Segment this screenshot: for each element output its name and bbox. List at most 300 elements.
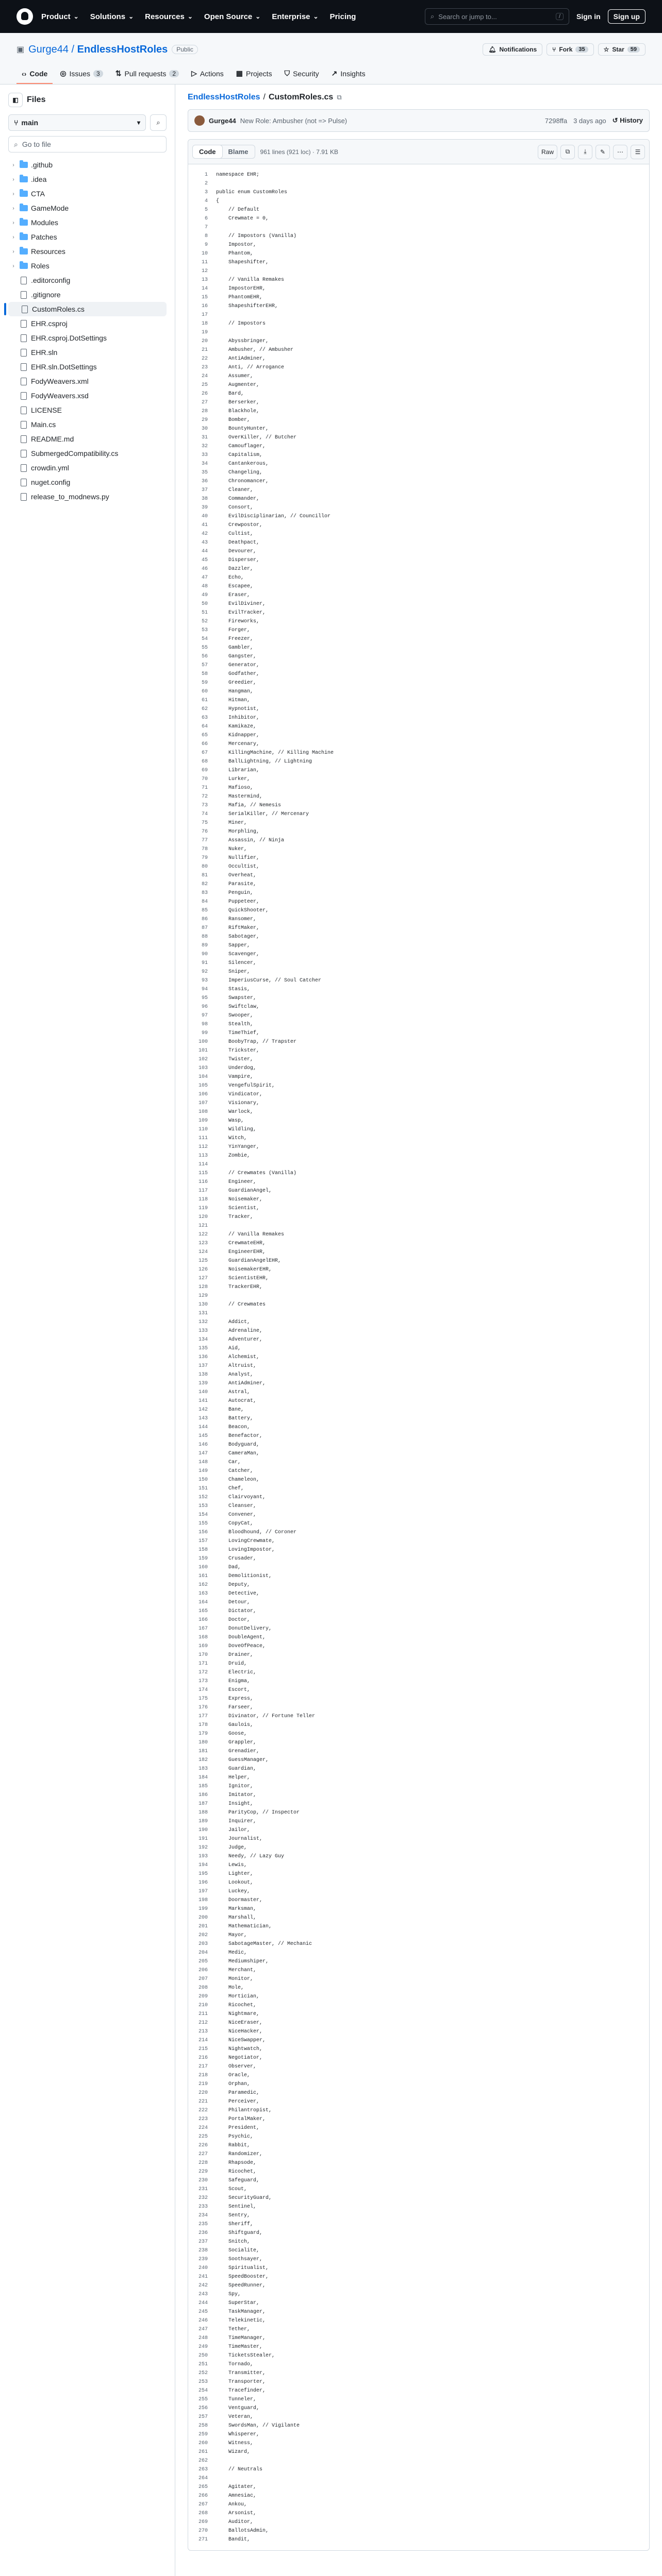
line-number[interactable]: 124 [198, 1249, 208, 1255]
tree-folder[interactable] [8, 201, 167, 215]
line-number[interactable]: 172 [198, 1670, 208, 1675]
line-number[interactable]: 269 [198, 2519, 208, 2525]
line-number[interactable]: 260 [198, 2441, 208, 2446]
line-number[interactable]: 197 [198, 1889, 208, 1894]
line-number[interactable]: 252 [198, 2370, 208, 2376]
line-number[interactable]: 128 [198, 1284, 208, 1290]
line-number[interactable]: 175 [198, 1696, 208, 1702]
line-number[interactable]: 47 [201, 575, 208, 581]
line-number[interactable]: 143 [198, 1416, 208, 1421]
tree-file[interactable] [8, 489, 167, 504]
line-number[interactable]: 85 [201, 908, 208, 913]
line-number[interactable]: 199 [198, 1906, 208, 1912]
line-number[interactable]: 89 [201, 943, 208, 948]
line-number[interactable]: 82 [201, 882, 208, 887]
tree-folder[interactable] [8, 172, 167, 187]
line-number[interactable]: 48 [201, 584, 208, 589]
line-number[interactable]: 244 [198, 2300, 208, 2306]
line-number[interactable]: 30 [201, 426, 208, 432]
line-number[interactable]: 125 [198, 1258, 208, 1264]
line-number[interactable]: 144 [198, 1425, 208, 1430]
tab-projects[interactable] [231, 64, 277, 84]
raw-button[interactable]: Raw [538, 145, 557, 159]
nav-resources[interactable]: Resources ⌄ [145, 12, 193, 21]
line-number[interactable]: 91 [201, 960, 208, 966]
line-number[interactable]: 239 [198, 2257, 208, 2262]
line-number[interactable]: 97 [201, 1013, 208, 1019]
line-number[interactable]: 156 [198, 1530, 208, 1535]
line-number[interactable]: 235 [198, 2222, 208, 2227]
tree-file[interactable] [8, 417, 167, 432]
line-number[interactable]: 112 [198, 1144, 208, 1150]
line-number[interactable]: 218 [198, 2073, 208, 2078]
line-number[interactable]: 114 [198, 1162, 208, 1167]
line-number[interactable]: 138 [198, 1372, 208, 1378]
tree-folder[interactable] [8, 158, 167, 172]
line-number[interactable]: 209 [198, 1994, 208, 1999]
line-number[interactable]: 227 [198, 2151, 208, 2157]
line-number[interactable]: 108 [198, 1109, 208, 1115]
line-number[interactable]: 121 [198, 1223, 208, 1229]
line-number[interactable]: 77 [201, 838, 208, 843]
line-number[interactable]: 76 [201, 829, 208, 835]
line-number[interactable]: 1 [204, 172, 208, 178]
line-number[interactable]: 119 [198, 1206, 208, 1211]
line-number[interactable]: 62 [201, 706, 208, 712]
line-number[interactable]: 236 [198, 2230, 208, 2236]
line-number[interactable]: 93 [201, 978, 208, 984]
repo-owner-link[interactable]: Gurge44 [28, 43, 69, 55]
line-number[interactable]: 35 [201, 470, 208, 476]
line-number[interactable]: 216 [198, 2055, 208, 2061]
line-number[interactable]: 203 [198, 1941, 208, 1947]
fork-button[interactable] [547, 43, 593, 56]
line-number[interactable]: 73 [201, 803, 208, 808]
line-number[interactable]: 11 [201, 260, 208, 265]
line-number[interactable]: 15 [201, 295, 208, 300]
blame-view-tab[interactable]: Blame [228, 148, 249, 156]
line-number[interactable]: 19 [201, 330, 208, 335]
line-number[interactable]: 255 [198, 2397, 208, 2402]
line-number[interactable]: 160 [198, 1565, 208, 1570]
tree-file[interactable] [8, 446, 167, 461]
line-number[interactable]: 26 [201, 391, 208, 397]
line-number[interactable]: 214 [198, 2038, 208, 2043]
line-number[interactable]: 6 [204, 216, 208, 222]
line-number[interactable]: 211 [198, 2011, 208, 2017]
line-number[interactable]: 44 [201, 549, 208, 554]
line-number[interactable]: 80 [201, 864, 208, 870]
line-number[interactable]: 164 [198, 1600, 208, 1605]
tree-file[interactable] [8, 403, 167, 417]
line-number[interactable]: 25 [201, 382, 208, 388]
breadcrumb-repo-link[interactable]: EndlessHostRoles [188, 93, 260, 101]
line-number[interactable]: 145 [198, 1433, 208, 1439]
line-number[interactable]: 99 [201, 1030, 208, 1036]
line-number[interactable]: 169 [198, 1643, 208, 1649]
line-number[interactable]: 111 [198, 1136, 208, 1141]
line-number[interactable]: 123 [198, 1241, 208, 1246]
download-icon[interactable]: ⤓ [578, 145, 592, 159]
line-number[interactable]: 204 [198, 1950, 208, 1956]
line-number[interactable]: 43 [201, 540, 208, 546]
line-number[interactable]: 171 [198, 1661, 208, 1667]
line-number[interactable]: 103 [198, 1065, 208, 1071]
line-number[interactable]: 158 [198, 1547, 208, 1553]
line-number[interactable]: 59 [201, 680, 208, 686]
line-number[interactable]: 180 [198, 1740, 208, 1745]
line-number[interactable]: 8 [204, 233, 208, 239]
line-number[interactable]: 17 [201, 312, 208, 318]
line-number[interactable]: 229 [198, 2169, 208, 2175]
line-number[interactable]: 39 [201, 505, 208, 511]
tree-folder[interactable] [8, 230, 167, 244]
tab-actions[interactable] [186, 64, 229, 84]
line-number[interactable]: 54 [201, 636, 208, 642]
line-number[interactable]: 74 [201, 811, 208, 817]
line-number[interactable]: 174 [198, 1687, 208, 1693]
line-number[interactable]: 233 [198, 2204, 208, 2210]
line-number[interactable]: 167 [198, 1626, 208, 1632]
line-number[interactable]: 226 [198, 2143, 208, 2148]
line-number[interactable]: 45 [201, 557, 208, 563]
line-number[interactable]: 65 [201, 733, 208, 738]
tree-file[interactable] [8, 461, 167, 475]
line-number[interactable]: 223 [198, 2116, 208, 2122]
line-number[interactable]: 176 [198, 1705, 208, 1710]
line-number[interactable]: 110 [198, 1127, 208, 1132]
line-number[interactable]: 127 [198, 1276, 208, 1281]
tree-file[interactable] [8, 345, 167, 360]
line-number[interactable]: 78 [201, 846, 208, 852]
line-number[interactable]: 246 [198, 2318, 208, 2324]
line-number[interactable]: 243 [198, 2292, 208, 2297]
line-number[interactable]: 261 [198, 2449, 208, 2455]
line-number[interactable]: 79 [201, 855, 208, 861]
line-number[interactable]: 249 [198, 2344, 208, 2350]
line-number[interactable]: 177 [198, 1714, 208, 1719]
line-number[interactable]: 201 [198, 1924, 208, 1929]
line-number[interactable]: 72 [201, 794, 208, 800]
tab-pull-requests[interactable] [110, 64, 184, 84]
line-number[interactable]: 2 [204, 181, 208, 187]
line-number[interactable]: 29 [201, 417, 208, 423]
line-number[interactable]: 202 [198, 1933, 208, 1938]
nav-open-source[interactable]: Open Source ⌄ [204, 12, 260, 21]
search-input[interactable] [425, 8, 569, 25]
line-number[interactable]: 155 [198, 1521, 208, 1527]
more-options-icon[interactable]: ⋯ [613, 145, 627, 159]
line-number[interactable]: 182 [198, 1757, 208, 1763]
line-number[interactable]: 208 [198, 1985, 208, 1991]
line-number[interactable]: 264 [198, 2476, 208, 2481]
line-number[interactable]: 221 [198, 2099, 208, 2105]
line-number[interactable]: 215 [198, 2046, 208, 2052]
line-number[interactable]: 14 [201, 286, 208, 292]
line-number[interactable]: 254 [198, 2388, 208, 2394]
star-button[interactable] [598, 43, 646, 56]
commit-hash[interactable]: 7298ffa [544, 116, 568, 125]
line-number[interactable]: 148 [198, 1460, 208, 1465]
tab-security[interactable] [279, 64, 324, 84]
copy-path-icon[interactable]: ⧉ [337, 93, 342, 101]
line-number[interactable]: 9 [204, 242, 208, 248]
tab-insights[interactable] [326, 64, 371, 84]
line-number[interactable]: 4 [204, 198, 208, 204]
tree-file[interactable] [8, 432, 167, 446]
line-number[interactable]: 33 [201, 452, 208, 458]
line-number[interactable]: 268 [198, 2511, 208, 2516]
line-number[interactable]: 131 [198, 1311, 208, 1316]
line-number[interactable]: 146 [198, 1442, 208, 1448]
line-number[interactable]: 10 [201, 251, 208, 257]
line-number[interactable]: 200 [198, 1915, 208, 1921]
line-number[interactable]: 106 [198, 1092, 208, 1097]
line-number[interactable]: 32 [201, 444, 208, 449]
line-number[interactable]: 219 [198, 2081, 208, 2087]
line-number[interactable]: 248 [198, 2335, 208, 2341]
line-number[interactable]: 242 [198, 2283, 208, 2289]
line-number[interactable]: 56 [201, 654, 208, 659]
line-number[interactable]: 187 [198, 1801, 208, 1807]
line-number[interactable]: 27 [201, 400, 208, 405]
line-number[interactable]: 23 [201, 365, 208, 370]
line-number[interactable]: 90 [201, 952, 208, 957]
line-number[interactable]: 163 [198, 1591, 208, 1597]
line-number[interactable]: 41 [201, 522, 208, 528]
line-number[interactable]: 253 [198, 2379, 208, 2385]
line-number[interactable]: 266 [198, 2493, 208, 2499]
line-number[interactable]: 222 [198, 2108, 208, 2113]
line-number[interactable]: 63 [201, 715, 208, 721]
line-number[interactable]: 179 [198, 1731, 208, 1737]
line-number[interactable]: 271 [198, 2537, 208, 2543]
line-number[interactable]: 12 [201, 268, 208, 274]
line-number[interactable]: 64 [201, 724, 208, 730]
line-number[interactable]: 101 [198, 1048, 208, 1054]
line-number[interactable]: 139 [198, 1381, 208, 1386]
line-number[interactable]: 195 [198, 1871, 208, 1877]
copy-icon[interactable]: ⧉ [560, 145, 575, 159]
line-number[interactable]: 21 [201, 347, 208, 353]
line-number[interactable]: 75 [201, 820, 208, 826]
line-number[interactable]: 92 [201, 969, 208, 975]
go-to-file-input[interactable] [8, 136, 167, 152]
line-number[interactable]: 68 [201, 759, 208, 765]
line-number[interactable]: 212 [198, 2020, 208, 2026]
line-number[interactable]: 70 [201, 776, 208, 782]
line-number[interactable]: 135 [198, 1346, 208, 1351]
line-number[interactable]: 224 [198, 2125, 208, 2131]
line-number[interactable]: 129 [198, 1293, 208, 1299]
line-number[interactable]: 237 [198, 2239, 208, 2245]
tree-folder[interactable] [8, 259, 167, 273]
line-number[interactable]: 142 [198, 1407, 208, 1413]
line-number[interactable]: 40 [201, 514, 208, 519]
tree-file[interactable] [8, 331, 167, 345]
line-number[interactable]: 185 [198, 1784, 208, 1789]
line-number[interactable]: 213 [198, 2029, 208, 2035]
line-number[interactable]: 117 [198, 1188, 208, 1194]
line-number[interactable]: 51 [201, 610, 208, 616]
line-number[interactable]: 130 [198, 1302, 208, 1308]
tree-file[interactable] [8, 388, 167, 403]
line-number[interactable]: 267 [198, 2502, 208, 2507]
line-number[interactable]: 194 [198, 1862, 208, 1868]
line-number[interactable]: 150 [198, 1477, 208, 1483]
line-number[interactable]: 107 [198, 1100, 208, 1106]
branch-selector[interactable] [8, 114, 146, 131]
line-number[interactable]: 24 [201, 374, 208, 379]
line-number[interactable]: 37 [201, 487, 208, 493]
line-number[interactable]: 81 [201, 873, 208, 878]
line-number[interactable]: 207 [198, 1976, 208, 1982]
line-number[interactable]: 251 [198, 2362, 208, 2367]
tree-file[interactable] [8, 475, 167, 489]
line-number[interactable]: 230 [198, 2178, 208, 2183]
line-number[interactable]: 189 [198, 1819, 208, 1824]
tree-file[interactable] [8, 360, 167, 374]
line-number[interactable]: 225 [198, 2134, 208, 2140]
line-number[interactable]: 166 [198, 1617, 208, 1623]
line-number[interactable]: 5 [204, 207, 208, 213]
line-number[interactable]: 102 [198, 1057, 208, 1062]
line-number[interactable]: 191 [198, 1836, 208, 1842]
line-number[interactable]: 141 [198, 1398, 208, 1404]
line-number[interactable]: 220 [198, 2090, 208, 2096]
line-number[interactable]: 13 [201, 277, 208, 283]
line-number[interactable]: 173 [198, 1679, 208, 1684]
tree-folder[interactable] [8, 187, 167, 201]
line-number[interactable]: 67 [201, 750, 208, 756]
line-number[interactable]: 198 [198, 1897, 208, 1903]
collapse-sidebar-icon[interactable]: ◧ [8, 93, 23, 107]
line-number[interactable]: 71 [201, 785, 208, 791]
line-number[interactable]: 153 [198, 1503, 208, 1509]
line-number[interactable]: 7 [204, 225, 208, 230]
line-number[interactable]: 42 [201, 531, 208, 537]
line-number[interactable]: 116 [198, 1179, 208, 1185]
line-number[interactable]: 50 [201, 601, 208, 607]
line-number[interactable]: 205 [198, 1959, 208, 1964]
tree-folder[interactable] [8, 215, 167, 230]
line-number[interactable]: 196 [198, 1880, 208, 1886]
line-number[interactable]: 137 [198, 1363, 208, 1369]
line-number[interactable]: 118 [198, 1197, 208, 1202]
line-number[interactable]: 231 [198, 2187, 208, 2192]
line-number[interactable]: 250 [198, 2353, 208, 2359]
line-number[interactable]: 38 [201, 496, 208, 502]
line-number[interactable]: 234 [198, 2213, 208, 2218]
line-number[interactable]: 147 [198, 1451, 208, 1456]
line-number[interactable]: 84 [201, 899, 208, 905]
line-number[interactable]: 258 [198, 2423, 208, 2429]
line-number[interactable]: 104 [198, 1074, 208, 1080]
line-number[interactable]: 20 [201, 338, 208, 344]
sign-up-button[interactable]: Sign up [608, 9, 646, 24]
line-number[interactable]: 52 [201, 619, 208, 624]
symbols-panel-icon[interactable]: ☰ [631, 145, 645, 159]
tree-file[interactable] [8, 273, 167, 287]
line-number[interactable]: 57 [201, 663, 208, 668]
line-number[interactable]: 113 [198, 1153, 208, 1159]
line-number[interactable]: 134 [198, 1337, 208, 1343]
line-number[interactable]: 184 [198, 1775, 208, 1781]
tab-issues[interactable] [55, 64, 108, 84]
history-button[interactable] [613, 116, 643, 125]
edit-icon[interactable]: ✎ [595, 145, 610, 159]
line-number[interactable]: 88 [201, 934, 208, 940]
line-number[interactable]: 34 [201, 461, 208, 467]
line-number[interactable]: 265 [198, 2484, 208, 2490]
github-logo-icon[interactable] [16, 8, 33, 25]
line-number[interactable]: 186 [198, 1792, 208, 1798]
line-number[interactable]: 238 [198, 2248, 208, 2253]
line-number[interactable]: 241 [198, 2274, 208, 2280]
notifications-button[interactable] [483, 43, 542, 56]
line-number[interactable]: 69 [201, 768, 208, 773]
line-number[interactable]: 270 [198, 2528, 208, 2534]
line-number[interactable]: 60 [201, 689, 208, 694]
line-number[interactable]: 168 [198, 1635, 208, 1640]
line-number[interactable]: 154 [198, 1512, 208, 1518]
line-number[interactable]: 87 [201, 925, 208, 931]
line-number[interactable]: 263 [198, 2467, 208, 2472]
tree-file[interactable] [8, 287, 167, 302]
line-number[interactable]: 94 [201, 987, 208, 992]
line-number[interactable]: 31 [201, 435, 208, 440]
search-files-button[interactable] [150, 114, 167, 131]
line-number[interactable]: 259 [198, 2432, 208, 2437]
repo-name-link[interactable]: EndlessHostRoles [77, 43, 168, 55]
sign-in-link[interactable]: Sign in [576, 12, 601, 21]
line-number[interactable]: 157 [198, 1538, 208, 1544]
nav-pricing[interactable]: Pricing [329, 12, 356, 21]
line-number[interactable]: 206 [198, 1968, 208, 1973]
line-number[interactable]: 188 [198, 1810, 208, 1816]
line-number[interactable]: 161 [198, 1573, 208, 1579]
tree-file[interactable] [8, 374, 167, 388]
commit-author[interactable]: Gurge44 [209, 116, 236, 125]
line-number[interactable]: 96 [201, 1004, 208, 1010]
line-number[interactable]: 16 [201, 303, 208, 309]
line-number[interactable]: 98 [201, 1022, 208, 1027]
line-number[interactable]: 58 [201, 671, 208, 677]
line-number[interactable]: 36 [201, 479, 208, 484]
tree-folder[interactable] [8, 244, 167, 259]
line-number[interactable]: 190 [198, 1827, 208, 1833]
line-number[interactable]: 18 [201, 321, 208, 327]
nav-solutions[interactable]: Solutions ⌄ [90, 12, 134, 21]
line-number[interactable]: 55 [201, 645, 208, 651]
tree-file[interactable] [8, 316, 167, 331]
nav-enterprise[interactable]: Enterprise ⌄ [272, 12, 318, 21]
line-number[interactable]: 49 [201, 592, 208, 598]
line-number[interactable]: 257 [198, 2414, 208, 2420]
line-number[interactable]: 115 [198, 1171, 208, 1176]
line-number[interactable]: 61 [201, 698, 208, 703]
line-number[interactable]: 193 [198, 1854, 208, 1859]
line-number[interactable]: 28 [201, 409, 208, 414]
line-number[interactable]: 192 [198, 1845, 208, 1851]
line-number[interactable]: 100 [198, 1039, 208, 1045]
line-number[interactable]: 165 [198, 1608, 208, 1614]
line-number[interactable]: 46 [201, 566, 208, 572]
line-number[interactable]: 136 [198, 1354, 208, 1360]
line-number[interactable]: 151 [198, 1486, 208, 1492]
line-number[interactable]: 262 [198, 2458, 208, 2464]
line-number[interactable]: 86 [201, 917, 208, 922]
